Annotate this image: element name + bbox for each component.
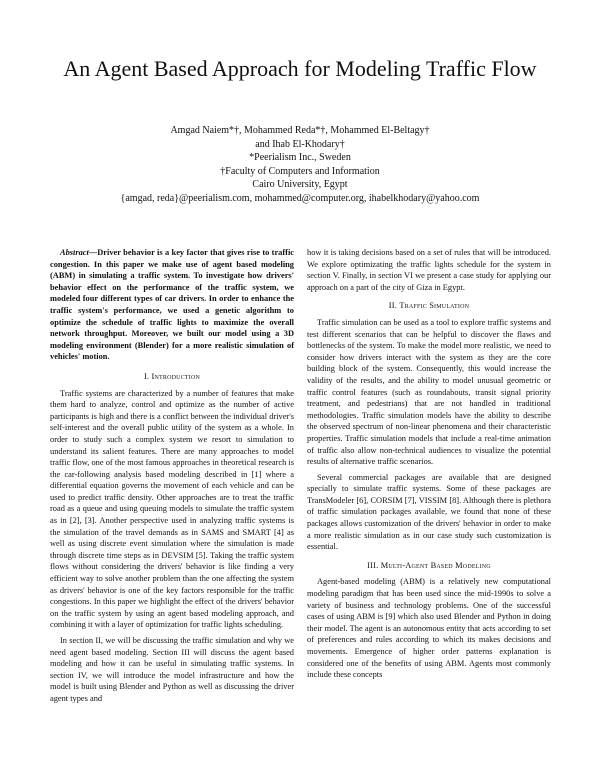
right-column	[307, 247, 551, 685]
abstract-text: —Driver behavior is a key factor that gives rise to traffic congestion. In this paper we make use of agent based modeling (ABM) in simulating a traffic system. To investigate how drivers' behavior effect on the performance of the traffic system, we modeled four different types of car drivers. In order to enhance the traffic system's performance, we used a genetic algorithm to optimize the schedule of traffic lights to maximize the overall network throughput. Moreover, we built our model using a 3D modeling environment (Blender) for a more realistic simulation of vehicles' motion.	[50, 248, 294, 362]
abstract	[50, 247, 294, 363]
section-heading-introduction	[50, 371, 294, 383]
author-block	[60, 124, 540, 205]
left-column	[50, 247, 294, 709]
author-names-cont: and Ihab El-Khodary†	[255, 138, 345, 150]
abstract-label: Abstract	[60, 248, 89, 257]
paragraph: Traffic simulation can be used as a tool to explore traffic systems and test different scenarios that can be helpful to discover the flaws and bottlenecks of the system. To make the model more realistic, we need to consider how drivers interact with the system as they are the core building block of the system. Consequently, this would increase the validity of the results, and the ability to model unusual geometric or traffic control features (such as roundabouts, transit signal priority treatment, and pedestrians) that are not handled in traditional methodologies. Traffic simulation models have the ability to describe the observed spectrum of non-linear phenomena and their characteristic properties. Traffic simulation models that include a real-time animation of traffic also allow non-technical audiences to visualize the potential results of alternative traffic scenarios.	[307, 317, 551, 467]
paragraph: In section II, we will be discussing the traffic simulation and why we need agent based modeling. Section III will discuss the agent based modeling and how it can be useful in simulating traffic systems. In section IV, we will introduce the model infrastructure and how the model is built using Blender and Python as well as discussing the driver agent types and	[50, 636, 294, 703]
author-emails: {amgad, reda}@peerialism.com, mohammed@computer.org, ihabelkhodary@yahoo.com	[120, 192, 480, 204]
affiliation-2: †Faculty of Computers and Information	[220, 165, 380, 177]
section-title: Traffic Simulation	[399, 301, 470, 311]
section-number: II.	[388, 301, 398, 311]
section-heading-traffic-simulation	[307, 300, 551, 312]
paragraph: how it is taking decisions based on a set of rules that will be introduced. We explore optimizating the traffic lights schedule for the system in section V. Finally, in section VI we present a case study for applying our approach on a part of the city of Giza in Egypt.	[307, 248, 551, 292]
paper-title: An Agent Based Approach for Modeling Traffic Flow	[63, 56, 537, 81]
paragraph: Several commercial packages are available that are designed specially to simulate traffic systems. Some of these packages are TransModeler [6], CORSIM [7], VISSIM [8]. Although there is plethora of traffic simulation packages available, we found that none of these packages allows customization of the drivers' behavior in order to make a more realistic simulation as in our case study such customization is essential.	[307, 472, 551, 552]
affiliation-1: *Peerialism Inc., Sweden	[249, 152, 351, 163]
section-number: I.	[143, 371, 150, 381]
affiliation-3: Cairo University, Egypt	[252, 179, 348, 190]
author-names: Amgad Naiem*†, Mohammed Reda*†, Mohammed El-Beltagy†	[170, 125, 430, 136]
section-number: III.	[367, 560, 379, 570]
paragraph: Traffic systems are characterized by a number of features that make them hard to analyze, control and optimize as the number of active participants is high and there is a conflict between the individual driver's self-interest and the overall public utility of the system as a whole. In order to study such a complex system we resort to simulation to understand its salient features. There are many approaches to model traffic flow, one of the most famous approaches in theoretical research is the car-following analysis based modeling described in [1] where a differential equation governs the movement of each vehicle and can be used to predict traffic density. Other approaches are to treat the traffic road as a queue and using queuing models to simulate the traffic system as in [2], [3]. Another perspective used in analyzing traffic systems is the simulation of the travel demands as in SAMS and SMART [4] as well as using discrete event simulation where the simulation is made through discrete time steps as in DEVSIM [5]. Taking the traffic system flows without considering the drivers' behavior is like finding a very efficient way to solve another problem than the one affecting the system as drivers' behavior is one of the key factors responsible for the traffic congestions. In this paper we highlight the effect of the drivers' behavior on the traffic system by using an agent based modeling approach, and combining it with a layer of optimization for traffic lights scheduling.	[50, 388, 294, 630]
section-title: Introduction	[151, 371, 201, 381]
paragraph: Agent-based modeling (ABM) is a relatively new computational modeling paradigm that has been used since the mid-1990s to solve a variety of business and technology problems. One of the successful cases of using ABM is [9] which also used Blender and Python in doing their model. The agent is an autonomous entity that acts according to set of preferences and rules according to which its makes decisions and movements. Emergence of higher order patterns explanation is considered one of the benefits of using ABM. Agents most commonly include these concepts	[307, 577, 551, 680]
section-title: Multi-Agent Based Modeling	[380, 560, 491, 570]
section-heading-multi-agent-modeling	[307, 560, 551, 572]
